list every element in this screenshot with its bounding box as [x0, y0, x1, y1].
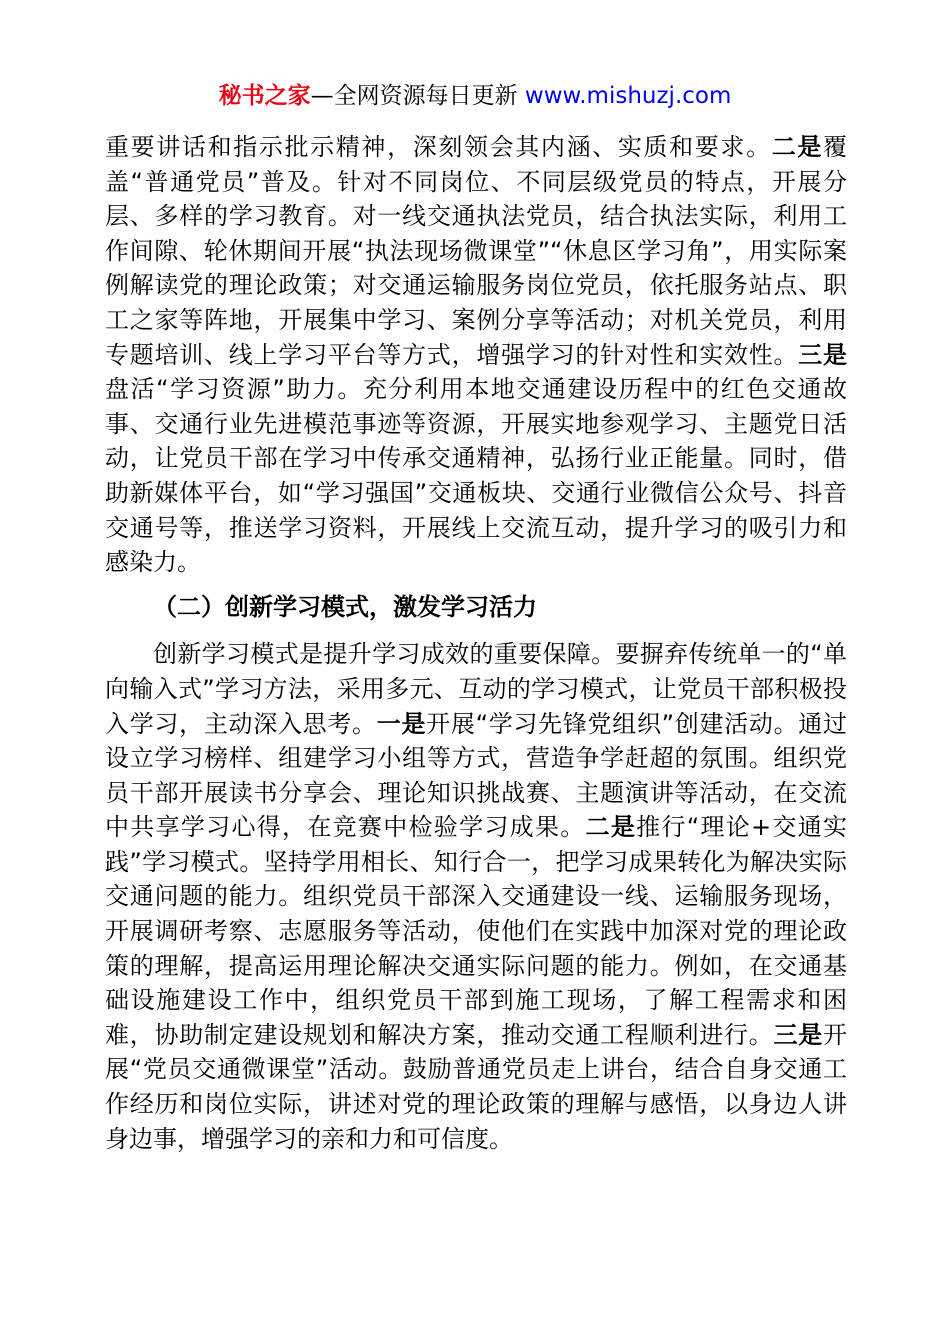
paragraph-text: 重要讲话和指示批示精神，深刻领会其内涵、实质和要求。 [105, 133, 772, 161]
site-url-link[interactable]: www.mishuzj.com [524, 83, 732, 109]
paragraph-text: 创新学习模式是提升学习成效的重要保障。要摒弃传统单一的“单向输入式”学习方法，采用多元、互动的学习模式，让党员干部积极投入学习，主动深入思考。 [105, 640, 847, 738]
paragraph-text: 盘活“学习资源”助力。充分利用本地交通建设历程中的红色交通故事、交通行业先进模范事迹等资源，开展实地参观学习、主题党日活动，让党员干部在学习中传承交通精神，弘扬行业正能量。同时，借助新媒体平台，如“学习强国”交通板块、交通行业微信公众号、抖音交通号等，推送学习资料，开展线上交流互动，提升学习的吸引力和感染力。 [105, 375, 847, 577]
paragraph-text: 覆盖“普通党员”普及。针对不同岗位、不同层级党员的特点，开展分层、多样的学习教育。对一线交通执法党员，结合执法实际，利用工作间隙、轮休期间开展“执法现场微课堂”“休息区学习角”，用实际案例解读党的理论政策；对交通运输服务岗位党员，依托服务站点、职工之家等阵地，开展集中学习、案例分享等活动；对机关党员，利用专题培训、线上学习平台等方式，增强学习的针对性和实效性。 [105, 133, 848, 369]
section-heading: （二）创新学习模式，激发学习活力 [153, 592, 537, 621]
site-tagline: —全网资源每日更新 [310, 83, 525, 109]
bold-keyword: 三是 [773, 1020, 824, 1049]
paragraph-text: 开展“党员交通微课堂”活动。鼓励普通党员走上讲台，结合自身交通工作经历和岗位实际，讲述对党的理论政策的理解与感悟，以身边人讲身边事，增强学习的亲和力和可信度。 [105, 1020, 848, 1153]
site-brand: 秘书之家 [218, 83, 311, 109]
paragraph-2 [105, 637, 847, 1156]
bold-keyword: 三是 [798, 340, 848, 369]
bold-keyword: 二是 [771, 133, 824, 161]
document-body [105, 130, 847, 1156]
bold-keyword: 二是 [585, 813, 637, 842]
paragraph-1 [105, 130, 847, 580]
bold-keyword: 一是 [376, 709, 427, 738]
paragraph-text: 开展“学习先锋党组织”创建活动。通过设立学习榜样、组建学习小组等方式，营造争学赶超的氛围。组织党员干部开展读书分享会、理论知识挑战赛、主题演讲等活动，在交流中共享学习心得，在竞赛中检验学习成果。 [105, 709, 848, 842]
site-header [0, 80, 950, 112]
paragraph-text: 推行“理论+交通实践”学习模式。坚持学用相长、知行合一，把学习成果转化为解决实际交通问题的能力。组织党员干部深入交通建设一线、运输服务现场，开展调研考察、志愿服务等活动，使他们在实践中加深对党的理论政策的理解，提高运用理论解决交通实际问题的能力。例如，在交通基础设施建设工作中，组织党员干部到施工现场，了解工程需求和困难，协助制定建设规划和解决方案，推动交通工程顺利进行。 [105, 813, 848, 1049]
